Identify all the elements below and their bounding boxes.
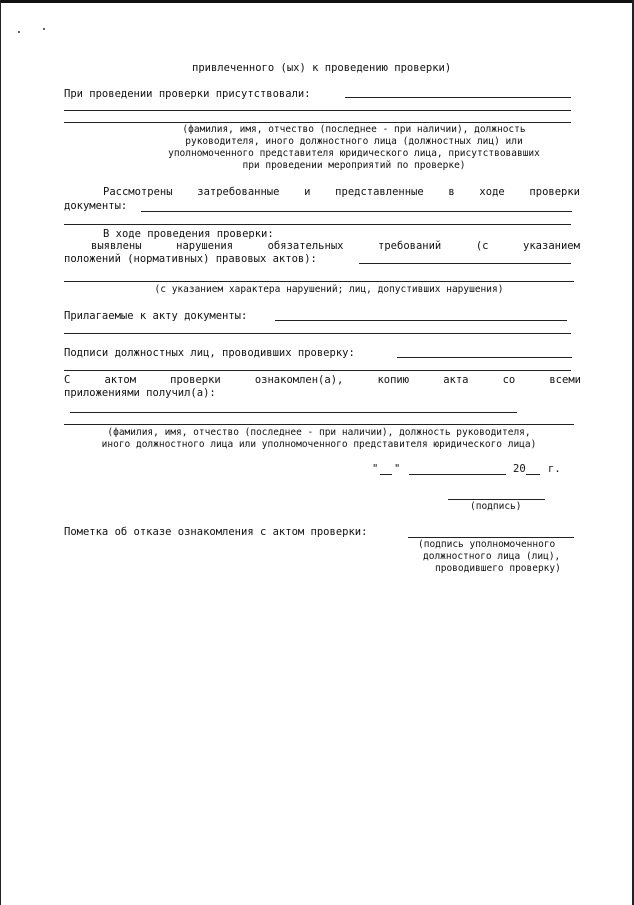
present-fill-line-2[interactable] xyxy=(64,110,571,111)
attached-fill-line[interactable] xyxy=(275,320,567,321)
present-caption-2: руководителя, иного должностного лица (должностных лиц) или xyxy=(185,136,523,147)
left-border xyxy=(0,0,1,905)
attracted-text: привлеченного (ых) к проведению проверки) xyxy=(192,62,452,74)
signatures-fill-line-2[interactable] xyxy=(64,370,571,371)
date-quote-close: " xyxy=(394,463,401,475)
present-fill-line[interactable] xyxy=(345,97,571,98)
acquainted-word: проверки xyxy=(170,374,221,386)
reviewed-word: и xyxy=(304,186,311,198)
violations-line-2 xyxy=(91,240,580,252)
reviewed-word: затребованные xyxy=(197,186,280,198)
present-caption-3: уполномоченного представителя юридического лица, присутствовавших xyxy=(168,148,540,159)
reviewed-word: Рассмотрены xyxy=(103,186,173,198)
acquainted-word: копию xyxy=(377,374,410,386)
acquainted-word: ознакомлен(а), xyxy=(254,374,344,386)
reviewed-word: ходе xyxy=(479,186,505,198)
refusal-caption-1: (подпись уполномоченного xyxy=(418,539,556,550)
violations-fill-line-2[interactable] xyxy=(64,281,574,282)
acquainted-word: акта xyxy=(443,374,469,386)
refusal-label: Пометка об отказе ознакомления с актом проверки: xyxy=(64,526,368,538)
date-month-field[interactable] xyxy=(409,474,506,475)
refusal-caption-2: должностного лица (лиц), xyxy=(423,551,561,562)
attached-fill-line-2[interactable] xyxy=(64,333,571,334)
reviewed-word: проверки xyxy=(529,186,580,198)
top-border xyxy=(0,0,634,3)
scan-speck xyxy=(43,28,45,30)
acquainted-caption-2: иного должностного лица или уполномоченного представителя юридического лица) xyxy=(101,439,537,450)
present-caption-1: (фамилия, имя, отчество (последнее - при наличии), должность xyxy=(182,124,526,135)
refusal-fill-line[interactable] xyxy=(408,537,574,538)
reviewed-documents-label: документы: xyxy=(64,200,128,212)
violations-word: требований xyxy=(378,240,442,252)
violations-word: обязательных xyxy=(267,240,344,252)
acquainted-caption-1: (фамилия, имя, отчество (последнее - при наличии), должность руководителя, xyxy=(107,427,531,438)
date-quote-open: " xyxy=(372,463,379,475)
violations-fill-line[interactable] xyxy=(359,263,571,264)
acquainted-fill-line-2[interactable] xyxy=(64,424,574,425)
reviewed-word: представленные xyxy=(335,186,424,198)
signatures-label: Подписи должностных лиц, проводивших проверку: xyxy=(64,347,355,359)
date-year-field[interactable] xyxy=(526,474,540,475)
acquainted-fill-line[interactable] xyxy=(70,412,517,413)
violations-word: указанием xyxy=(523,240,580,252)
acquainted-word: всеми xyxy=(549,374,581,386)
reviewed-line-1 xyxy=(103,186,580,198)
refusal-caption-3: проводившего проверку) xyxy=(435,563,561,574)
acquainted-word: С xyxy=(64,374,71,386)
acquainted-received-label: приложениями получил(а): xyxy=(64,387,216,399)
signature-field[interactable] xyxy=(448,499,545,500)
reviewed-fill-line-2[interactable] xyxy=(64,224,571,225)
signatures-fill-line[interactable] xyxy=(397,357,572,358)
date-day-field[interactable] xyxy=(380,474,392,475)
reviewed-word: в xyxy=(448,186,455,198)
present-caption-4: при проведении мероприятий по проверке) xyxy=(242,160,466,171)
violations-word: (с xyxy=(475,240,489,252)
present-fill-line-3[interactable] xyxy=(64,122,571,123)
signature-caption: (подпись) xyxy=(470,501,522,512)
violations-word: выявлены xyxy=(91,240,142,252)
violations-acts-label: положений (нормативных) правовых актов): xyxy=(64,253,317,265)
acquainted-word: со xyxy=(502,374,516,386)
violations-intro: В ходе проведения проверки: xyxy=(103,228,274,240)
date-year-prefix: 20 xyxy=(513,463,526,475)
violations-caption: (с указанием характера нарушений; лиц, допустивших нарушения) xyxy=(154,284,504,295)
date-year-suffix: г. xyxy=(548,463,561,475)
attached-label: Прилагаемые к акту документы: xyxy=(64,310,248,322)
present-label: При проведении проверки присутствовали: xyxy=(64,88,311,100)
reviewed-fill-line[interactable] xyxy=(141,211,572,212)
violations-word: нарушения xyxy=(176,240,234,252)
scan-speck xyxy=(18,31,20,33)
acquainted-word: актом xyxy=(104,374,137,386)
acquainted-line-1 xyxy=(64,374,581,386)
